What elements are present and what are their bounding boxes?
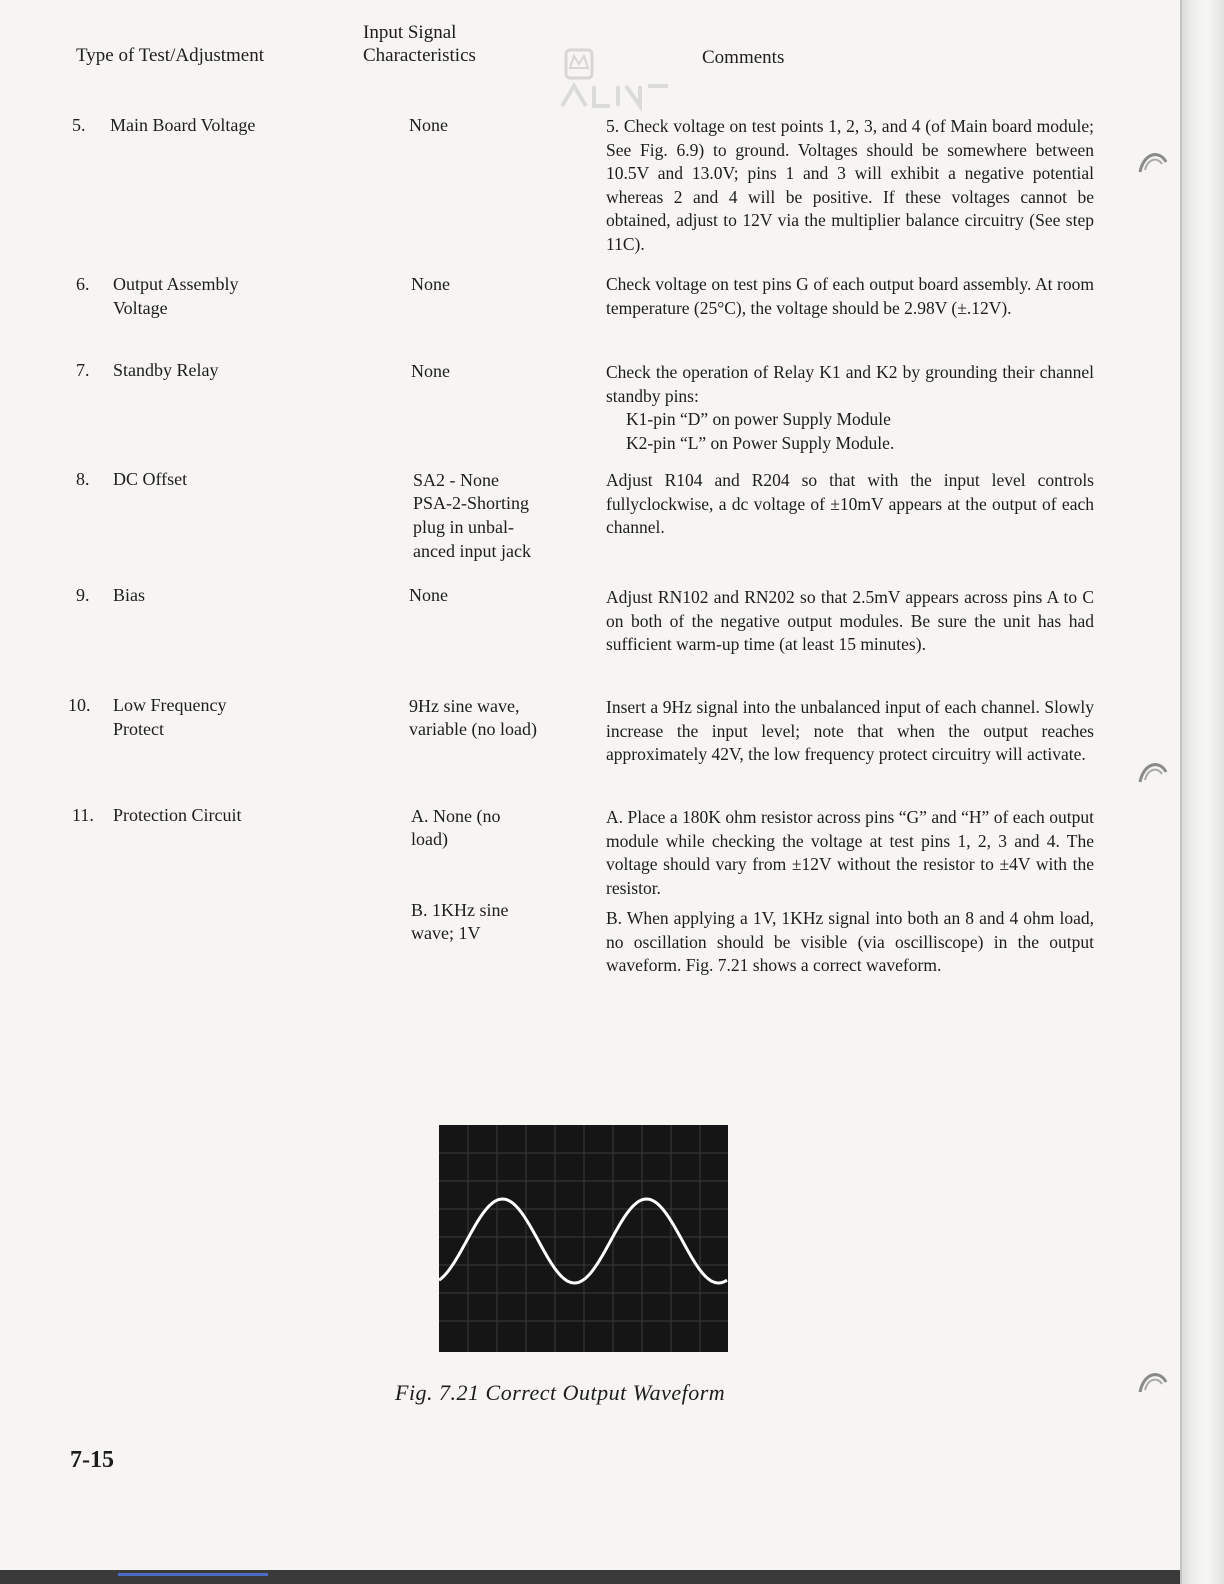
row-number: 5. — [72, 115, 86, 135]
row-number: 9. — [76, 585, 90, 605]
comment-text: 5. Check voltage on test points 1, 2, 3, and 4 (of Main board module; See Fig. 6.9) to ground. Voltages should be somewhere between 10.5V and 13.0V; pins 1 and 3 will exhibit a negative potential whereas 2 and 4 will be positive. If these voltages cannot be obtained, adjust to 12V via the multiplier balance circuitry (See step 11C). — [606, 116, 1094, 254]
test-name: Voltage — [113, 298, 168, 318]
signal-characteristics: load) — [411, 829, 448, 849]
signal-characteristics: wave; 1V — [411, 923, 481, 943]
comment-text: Adjust RN102 and RN202 so that 2.5mV appears across pins A to C on both of the negative output modules. Be sure the unit has had sufficient warm-up time (at least 15 minutes). — [606, 587, 1094, 655]
header-input-signal: Input Signal — [363, 22, 457, 43]
signal-characteristics: None — [409, 115, 448, 135]
test-name: Output Assembly — [113, 274, 239, 294]
row-number: 7. — [76, 360, 90, 380]
crown-logo-icon — [560, 46, 670, 116]
test-name: DC Offset — [113, 469, 188, 489]
signal-characteristics: variable (no load) — [409, 719, 537, 739]
comment-text: Check the operation of Relay K1 and K2 by grounding their channel standby pins: K1-pin “D” on power Supply Module K2-pin “L” on Power Supply Module. — [606, 361, 1094, 455]
comment-pin-line: K2-pin “L” on Power Supply Module. — [626, 432, 895, 453]
figure-caption: Fig. 7.21 Correct Output Waveform — [395, 1380, 726, 1405]
page-edge — [1180, 0, 1224, 1584]
row-number: 6. — [76, 274, 90, 294]
page-binding-line — [1180, 0, 1182, 1584]
oscilloscope-waveform-figure — [439, 1125, 728, 1352]
comment-text: A. Place a 180K ohm resistor across pins “G” and “H” of each output module while checking the voltage at test pins 1, 2, 3 and 4. The voltage should vary from ±12V without the resistor to ±4V with the resistor. — [606, 807, 1094, 898]
signal-characteristics: plug in unbal- — [413, 517, 514, 537]
comment-pin-line: K1-pin “D” on power Supply Module — [626, 409, 891, 430]
test-name: Main Board Voltage — [110, 115, 256, 135]
test-name: Bias — [113, 585, 146, 605]
signal-characteristics: B. 1KHz sine — [411, 900, 509, 920]
signal-characteristics: 9Hz sine wave, — [409, 696, 520, 716]
signal-characteristics: A. None (no — [411, 806, 501, 826]
comment-text: Check voltage on test pins G of each output board assembly. At room temperature (25°C), the voltage should be 2.98V (±.12V). — [606, 274, 1094, 318]
row-number: 10. — [68, 695, 91, 715]
test-name: Low Frequency — [113, 695, 227, 715]
row-number: 11. — [72, 805, 94, 825]
comment-text: B. When applying a 1V, 1KHz signal into both an 8 and 4 ohm load, no oscillation should be visible (via oscilliscope) in the output waveform. Fig. 7.21 shows a correct waveform. — [606, 908, 1094, 976]
comment-text: Adjust R104 and R204 so that with the input level controls fullyclockwise, a dc voltage of ±10mV appears at the output of each channel. — [606, 470, 1094, 538]
signal-characteristics: None — [409, 585, 448, 605]
binder-hole-icon — [1136, 146, 1170, 180]
test-name: Protect — [113, 719, 164, 739]
row-number: 8. — [76, 469, 90, 489]
header-comments: Comments — [702, 47, 785, 68]
binder-hole-icon — [1136, 1366, 1170, 1400]
sine-wave-trace — [439, 1125, 728, 1352]
test-name: Protection Circuit — [113, 805, 242, 825]
header-characteristics: Characteristics — [363, 45, 476, 66]
signal-characteristics: SA2 - None — [413, 470, 499, 490]
binder-hole-icon — [1136, 756, 1170, 790]
signal-characteristics: anced input jack — [413, 541, 531, 561]
test-name: Standby Relay — [113, 360, 219, 380]
comment-text: Insert a 9Hz signal into the unbalanced input of each channel. Slowly increase the input level; note that when the output reaches approximately 42V, the low frequency protect circuitry will activate. — [606, 697, 1094, 765]
header-test-type: Type of Test/Adjustment — [76, 45, 265, 66]
signal-characteristics: PSA-2-Shorting — [413, 493, 530, 513]
signal-characteristics: None — [411, 361, 450, 381]
scan-bottom-accent — [118, 1573, 268, 1576]
signal-characteristics: None — [411, 274, 450, 294]
page-number: 7-15 — [70, 1447, 114, 1473]
